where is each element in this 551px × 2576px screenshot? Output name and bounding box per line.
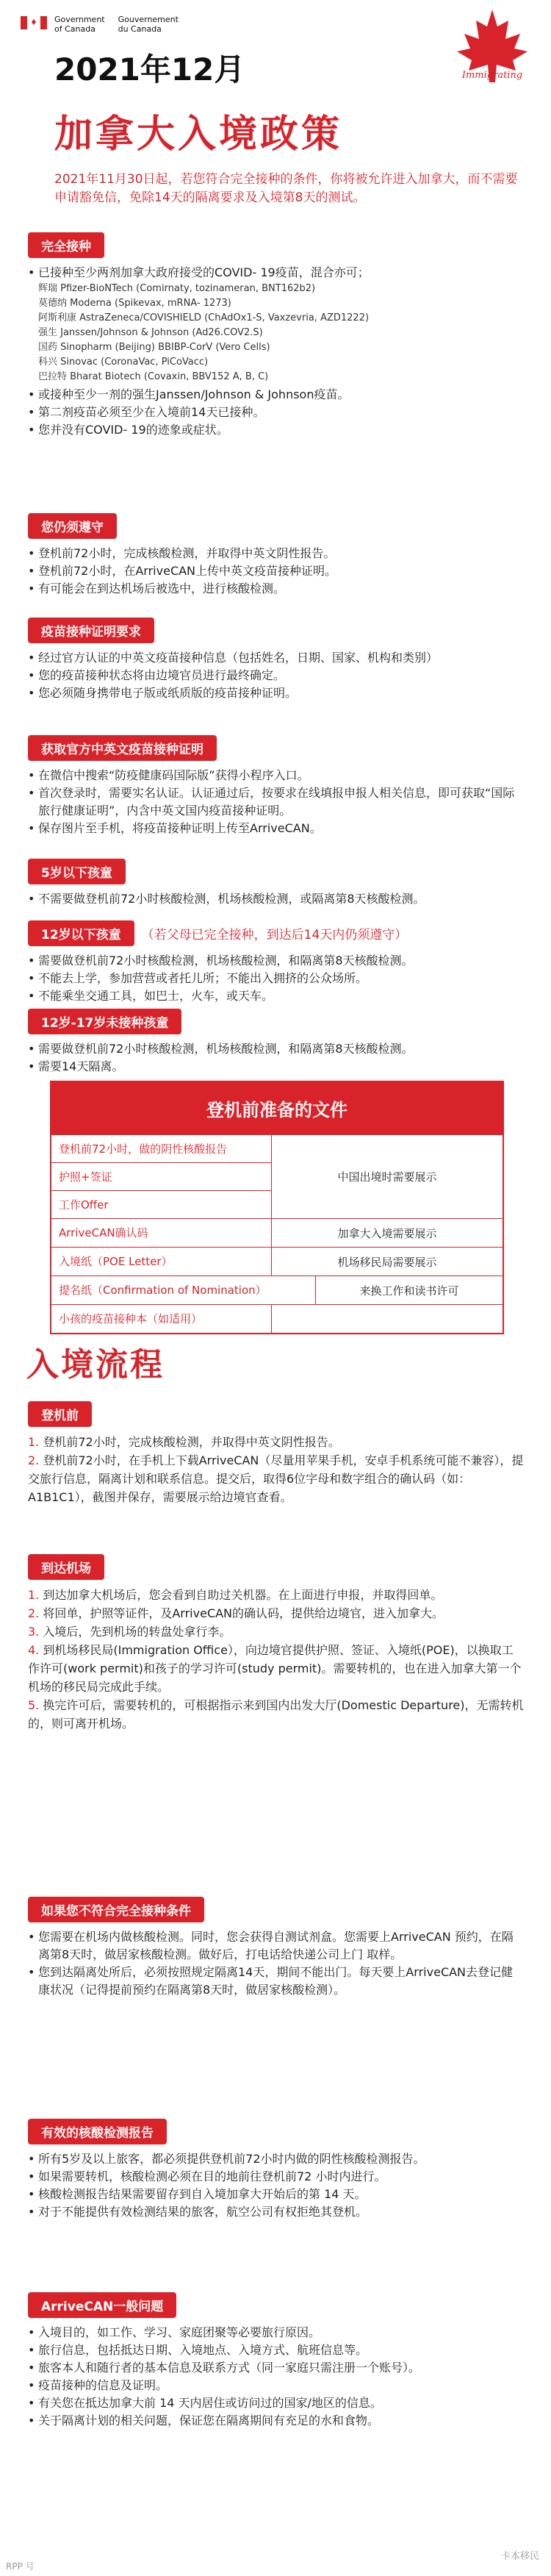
section-tag: 完全接种 bbox=[28, 232, 104, 258]
section-tag: 5岁以下孩童 bbox=[28, 859, 126, 884]
table-cell: 中国出境时需要展示 bbox=[337, 1170, 437, 1184]
section-must-follow bbox=[28, 513, 520, 598]
section-tag: 有效的核酸检测报告 bbox=[28, 2119, 167, 2144]
government-of-canada-signature bbox=[21, 15, 192, 34]
list-item: 2. 登机前72小时，在手机上下载ArriveCAN（尽量用苹果手机，安卓手机系统可能不兼容），提交旅行信息，隔离计划和联系信息。提交后，取得6位字母和数字组合的确认码（如：A1B1C1），截图并保存，需要展示给边境官查看。 bbox=[28, 1453, 524, 1504]
section-under-12 bbox=[28, 920, 520, 1005]
table-row bbox=[51, 1304, 503, 1333]
table-cell bbox=[51, 1135, 272, 1218]
section-tag: ArriveCAN一般问题 bbox=[28, 2292, 176, 2318]
list-item: 1. 到达加拿大机场后，您会看到自助过关机器。在上面进行申报，并取得回单。 bbox=[28, 1588, 443, 1602]
gov-fr-line2: du Canada bbox=[118, 24, 162, 34]
list-item: 5. 换完许可后，需要转机的，可根据指示来到国内出发大厅(Domestic Departure)，无需转机的，则可离开机场。 bbox=[28, 1698, 524, 1731]
table-cell: 来换工作和读书许可 bbox=[359, 1284, 459, 1298]
table-cell bbox=[272, 1305, 503, 1333]
watermark: 卡本移民 bbox=[500, 2551, 539, 2562]
list-item: • 需要做登机前72小时核酸检测，机场核酸检测，和隔离第8天核酸检测。 bbox=[28, 952, 520, 970]
logo-text: Immigrating bbox=[461, 70, 523, 81]
gov-en-line1: Government bbox=[54, 15, 105, 24]
list-item: • 不能乘坐交通工具，如巴士，火车，或天车。 bbox=[28, 987, 520, 1005]
table-row bbox=[51, 1247, 503, 1276]
list-item: 3. 入境后，先到机场的转盘处拿行李。 bbox=[28, 1625, 231, 1639]
list-item: • 已接种至少两剂加拿大政府接受的COVID- 19疫苗，混合亦可； bbox=[28, 264, 520, 282]
list-item: • 登机前72小时，在ArriveCAN上传中英文疫苗接种证明。 bbox=[28, 562, 520, 580]
list-item: • 核酸检测报告结果需要留存到自入境加拿大开始后的第 14 天。 bbox=[28, 2186, 520, 2203]
section-age-12-17 bbox=[28, 1009, 520, 1076]
list-item: • 旅行信息，包括抵达日期、入境地点、入境方式、航班信息等。 bbox=[28, 2341, 520, 2359]
vaccine-item: 科兴 Sinovac (CoronaVac, PiCoVacc) bbox=[38, 357, 209, 368]
canada-flag-icon: ♦ bbox=[21, 16, 47, 29]
list-item: • 有可能会在到达机场后被选中，进行核酸检测。 bbox=[28, 580, 520, 598]
document-item: 入境纸（POE Letter） bbox=[51, 1248, 272, 1276]
table-row bbox=[51, 1134, 503, 1218]
vaccine-item: 巴拉特 Bharat Biotech (Covaxin, BBV152 A, B, C) bbox=[38, 371, 269, 382]
gov-en-line2: of Canada bbox=[54, 24, 96, 34]
list-item: • 不能去上学，参加营营或者托儿所；不能出入拥挤的公众场所。 bbox=[28, 970, 520, 987]
list-item: 1. 登机前72小时，完成核酸检测，并取得中英文阴性报告。 bbox=[28, 1435, 340, 1449]
list-item: • 您必须随身携带电子版或纸质版的疫苗接种证明。 bbox=[28, 684, 520, 702]
list-item: • 需要做登机前72小时核酸检测，机场核酸检测，和隔离第8天核酸检测。 bbox=[28, 1040, 520, 1058]
maple-leaf-logo-icon bbox=[448, 6, 536, 87]
document-item: 小孩的疫苗接种本（如适用） bbox=[51, 1305, 272, 1333]
list-item: • 经过官方认证的中英文疫苗接种信息（包括姓名，日期、国家、机构和类别） bbox=[28, 649, 520, 667]
list-item: • 旅客本人和随行者的基本信息及联系方式（同一家庭只需注册一个账号）。 bbox=[28, 2359, 520, 2377]
list-item: • 第二剂疫苗必须至少在入境前14天已接种。 bbox=[28, 404, 520, 421]
section-tag: 12岁-17岁未接种孩童 bbox=[28, 1009, 181, 1034]
section-obtain-proof bbox=[28, 735, 520, 837]
list-item: • 有关您在抵达加拿大前 14 天内居住或访问过的国家/地区的信息。 bbox=[28, 2394, 520, 2412]
list-item: • 您的疫苗接种状态将由边境官员进行最终确定。 bbox=[28, 667, 520, 684]
list-item: • 您并没有COVID- 19的迹象或症状。 bbox=[28, 421, 520, 439]
list-item: • 或接种至少一剂的强生Janssen/Johnson & Johnson疫苗。 bbox=[28, 386, 520, 404]
vaccine-item: 国药 Sinopharm (Beijing) BBIBP-CorV (Vero Cells) bbox=[38, 342, 270, 353]
list-item: 4. 到机场移民局(Immigration Office），向边境官提供护照、签证、入境纸(POE)，以换取工作许可(work permit)和孩子的学习许可(study permit)。需要转机的，也在进入加拿大第一个机场的移民局完成此手续。 bbox=[28, 1643, 522, 1694]
list-item: • 对于不能提供有效检测结果的旅客，航空公司有权拒绝其登机。 bbox=[28, 2203, 520, 2221]
list-item: • 登机前72小时，完成核酸检测，并取得中英文阴性报告。 bbox=[28, 545, 520, 562]
entry-process-title: 入境流程 bbox=[26, 1346, 165, 1384]
list-item: • 入境目的，如工作、学习、家庭团聚等必要旅行原因。 bbox=[28, 2324, 520, 2341]
vaccine-item: 阿斯利康 AstraZeneca/COVISHIELD (ChAdOx1-S, Vaxzevria, AZD1222) bbox=[38, 312, 370, 323]
document-item: 登机前72小时，做的阴性核酸报告 bbox=[51, 1135, 271, 1163]
section-tag: 到达机场 bbox=[28, 1554, 104, 1580]
section-tag: 获取官方中英文疫苗接种证明 bbox=[28, 735, 217, 761]
intro-paragraph: 2021年11月30日起，若您符合完全接种的条件，你将被允许进入加拿大，而不需要申请豁免信，免除14天的隔离要求及入境第8天的测试。 bbox=[54, 172, 518, 205]
vaccine-item: 莫德纳 Moderna (Spikevax, mRNA- 1273) bbox=[38, 298, 231, 309]
section-fully-vaccinated bbox=[28, 232, 520, 439]
section-airport bbox=[28, 1554, 525, 1733]
table-cell: 加拿大入境需要展示 bbox=[337, 1226, 437, 1240]
list-item: 2. 将回单，护照等证件，及ArriveCAN的确认码，提供给边境官，进入加拿大。 bbox=[28, 1606, 444, 1620]
list-item: • 关于隔离计划的相关问题，保证您在隔离期间有充足的水和食物。 bbox=[28, 2412, 520, 2430]
list-item: • 首次登录时，需要实名认证。认证通过后，按要求在线填报申报人相关信息，即可获取“国际旅行健康证明”，内含中英文国内疫苗接种证明。 bbox=[28, 784, 520, 820]
table-row bbox=[51, 1218, 503, 1247]
table-title: 登机前准备的文件 bbox=[51, 1082, 503, 1134]
table-row bbox=[51, 1276, 503, 1304]
section-tag: 12岁以下孩童 bbox=[28, 920, 134, 946]
list-item: • 疫苗接种的信息及证明。 bbox=[28, 2377, 520, 2394]
list-item: • 所有5岁及以上旅客，都必须提供登机前72小时内做的阴性核酸检测报告。 bbox=[28, 2150, 520, 2168]
header bbox=[0, 0, 551, 169]
main-title: 加拿大入境政策 bbox=[54, 112, 343, 157]
list-item: • 您到达隔离处所后，必须按照规定隔离14天，期间不能出门。每天要上ArriveCAN去登记健康状况（记得提前预约在隔离第8天时，做居家核酸检测）。 bbox=[28, 1964, 520, 1999]
section-valid-test bbox=[28, 2119, 520, 2221]
list-item: • 您需要在机场内做核酸检测。同时，您会获得自测试剂盒。您需要上ArriveCAN 预约，在隔离第8天时，做居家核酸检测。做好后，打电话给快递公司上门 取样。 bbox=[28, 1928, 520, 1964]
document-item: ArriveCAN确认码 bbox=[51, 1219, 272, 1247]
section-vaccine-proof bbox=[28, 618, 520, 702]
section-before-boarding bbox=[28, 1401, 525, 1506]
list-item: • 在微信中搜索“防疫健康码国际版”获得小程序入口。 bbox=[28, 767, 520, 784]
section-tag: 您仍须遵守 bbox=[28, 513, 117, 539]
list-item: • 需要14天隔离。 bbox=[28, 1058, 520, 1076]
list-item: • 如果需要转机，核酸检测必须在目的地前往登机前72 小时内进行。 bbox=[28, 2168, 520, 2186]
vaccine-item: 强生 Janssen/Johnson & Johnson (Ad26.COV2.S) bbox=[38, 327, 263, 338]
gov-fr-line1: Gouvernement bbox=[118, 15, 179, 24]
section-note: （若父母已完全接种，到达后14天内仍须遵守） bbox=[141, 928, 408, 942]
section-tag: 如果您不符合完全接种条件 bbox=[28, 1897, 204, 1922]
document-item: 提名纸（Confirmation of Nomination） bbox=[51, 1276, 316, 1304]
document-item: 护照+签证 bbox=[51, 1163, 271, 1191]
list-item: • 保存图片至手机，将疫苗接种证明上传至ArriveCAN。 bbox=[28, 820, 520, 837]
list-item: • 不需要做登机前72小时核酸检测，机场核酸检测，或隔离第8天核酸检测。 bbox=[28, 890, 520, 908]
documents-table bbox=[50, 1081, 504, 1334]
section-arrivecan bbox=[28, 2292, 520, 2430]
watermark-left: RPP 号 bbox=[6, 2561, 35, 2572]
date-title: 2021年12月 bbox=[54, 51, 245, 87]
section-not-fully-vaccinated bbox=[28, 1897, 520, 1999]
vaccine-item: 辉瑞 Pfizer-BioNTech (Comirnaty, tozinameran, BNT162b2) bbox=[38, 283, 316, 294]
section-tag: 疫苗接种证明要求 bbox=[28, 618, 154, 643]
section-tag: 登机前 bbox=[28, 1401, 92, 1427]
table-cell: 机场移民局需要展示 bbox=[337, 1255, 437, 1269]
document-item: 工作Offer bbox=[59, 1198, 109, 1212]
section-under-5 bbox=[28, 859, 520, 908]
